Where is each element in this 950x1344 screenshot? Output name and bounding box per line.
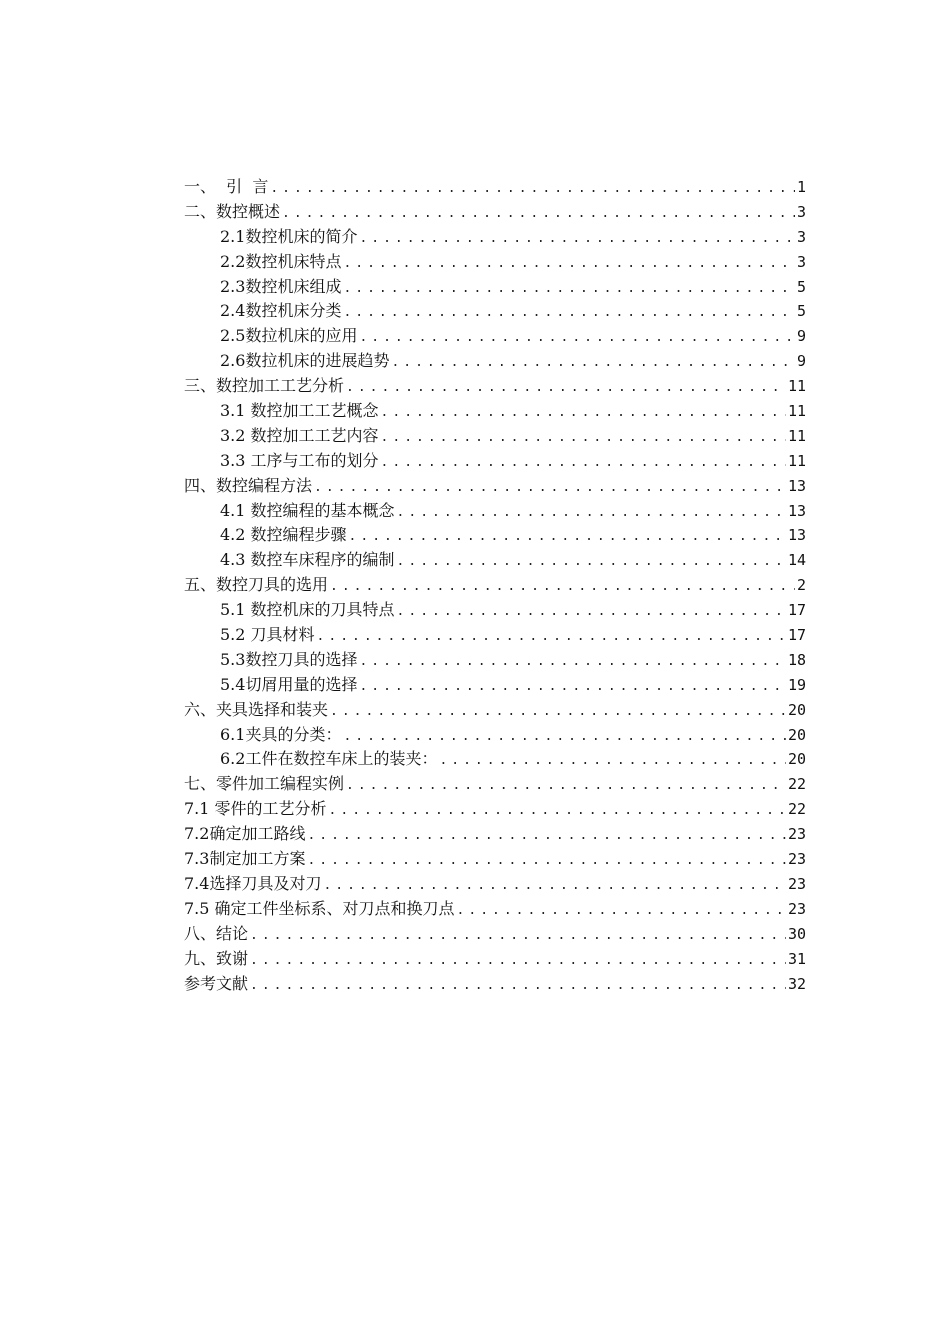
toc-entry[interactable] xyxy=(184,499,806,524)
toc-dot-leader xyxy=(457,899,786,924)
toc-entry-title: 7.4选择刀具及对刀 xyxy=(184,873,322,893)
toc-entry-page-number: 23 xyxy=(787,850,806,869)
toc-entry-page-number: 31 xyxy=(787,949,806,968)
toc-entry-title: 九、致谢 xyxy=(184,948,249,968)
toc-entry-page-number: 9 xyxy=(796,352,806,371)
toc-entry-title: 5.3数控刀具的选择 xyxy=(220,649,358,669)
toc-entry-title: 2.6数拉机床的进展趋势 xyxy=(220,351,390,371)
toc-entry-page-number: 32 xyxy=(787,974,806,993)
toc-entry[interactable] xyxy=(184,747,806,772)
toc-entry-page-number: 11 xyxy=(787,451,806,470)
toc-entry[interactable] xyxy=(184,947,806,972)
toc-entry-title: 3.3 工序与工布的划分 xyxy=(220,450,379,470)
toc-entry-page-number: 11 xyxy=(787,377,806,396)
toc-dot-leader xyxy=(397,501,786,526)
toc-dot-leader xyxy=(250,924,786,949)
toc-dot-leader xyxy=(282,202,795,227)
toc-entry-page-number: 30 xyxy=(787,924,806,943)
toc-dot-leader xyxy=(359,675,785,700)
toc-entry-page-number: 19 xyxy=(787,675,806,694)
toc-entry-title: 一、 引 言 xyxy=(184,177,269,196)
toc-entry-title: 7.3制定加工方案 xyxy=(184,849,306,869)
toc-entry[interactable] xyxy=(184,523,806,548)
toc-entry[interactable] xyxy=(184,399,806,424)
toc-entry-page-number: 20 xyxy=(787,725,806,744)
toc-dot-leader xyxy=(359,326,795,351)
toc-entry[interactable] xyxy=(184,847,806,872)
toc-dot-leader xyxy=(346,774,786,799)
toc-entry-title: 三、数控加工工艺分析 xyxy=(184,376,345,396)
toc-entry-title: 6.1夹具的分类： xyxy=(220,724,342,744)
toc-entry-title: 2.1数控机床的简介 xyxy=(220,226,358,246)
toc-dot-leader xyxy=(397,600,786,625)
toc-dot-leader xyxy=(343,277,795,302)
toc-dot-leader xyxy=(346,376,786,401)
toc-entry-title: 2.2数控机床特点 xyxy=(220,251,342,271)
toc-entry[interactable] xyxy=(184,872,806,897)
toc-entry[interactable] xyxy=(184,922,806,947)
toc-dot-leader xyxy=(323,874,785,899)
toc-dot-leader xyxy=(314,476,786,501)
toc-dot-leader xyxy=(397,550,786,575)
toc-entry-title: 7.1 零件的工艺分析 xyxy=(184,799,327,819)
toc-entry-page-number: 20 xyxy=(787,750,806,769)
toc-entry-title: 七、零件加工编程实例 xyxy=(184,774,345,794)
toc-entry[interactable] xyxy=(184,598,806,623)
toc-entry-page-number: 5 xyxy=(796,277,806,296)
toc-entry-title: 3.1 数控加工工艺概念 xyxy=(220,401,379,421)
toc-entry-page-number: 11 xyxy=(787,402,806,421)
toc-entry-page-number: 22 xyxy=(787,775,806,794)
toc-entry[interactable] xyxy=(184,822,806,847)
toc-entry-title: 6.2工件在数控车床上的装夹： xyxy=(220,749,438,769)
toc-entry-title: 5.2 刀具材料 xyxy=(220,625,315,645)
toc-dot-leader xyxy=(270,177,795,202)
toc-dot-leader xyxy=(391,351,795,376)
toc-dot-leader xyxy=(349,525,786,550)
toc-entry-page-number: 2 xyxy=(796,576,806,595)
toc-entry[interactable] xyxy=(184,374,806,399)
toc-entry-title: 2.5数拉机床的应用 xyxy=(220,326,358,346)
toc-entry-page-number: 13 xyxy=(787,476,806,495)
toc-dot-leader xyxy=(250,974,786,999)
toc-entry-title: 7.2确定加工路线 xyxy=(184,824,306,844)
toc-entry-page-number: 5 xyxy=(796,302,806,321)
toc-dot-leader xyxy=(359,227,795,252)
toc-dot-leader xyxy=(343,252,795,277)
toc-entry[interactable] xyxy=(184,897,806,922)
toc-dot-leader xyxy=(250,949,786,974)
toc-entry-title: 四、数控编程方法 xyxy=(184,475,313,495)
toc-entry-page-number: 3 xyxy=(796,202,806,221)
toc-entry-page-number: 9 xyxy=(796,327,806,346)
toc-dot-leader xyxy=(317,625,786,650)
toc-entry[interactable] xyxy=(184,324,806,349)
toc-entry[interactable] xyxy=(184,449,806,474)
toc-dot-leader xyxy=(343,301,795,326)
toc-entry-page-number: 14 xyxy=(787,551,806,570)
toc-entry-title: 六、夹具选择和装夹 xyxy=(184,699,329,719)
toc-entry-title: 2.4数控机床分类 xyxy=(220,301,342,321)
toc-entry-title: 7.5 确定工件坐标系、对刀点和换刀点 xyxy=(184,898,455,918)
toc-entry-page-number: 13 xyxy=(787,526,806,545)
toc-entry[interactable] xyxy=(184,573,806,598)
toc-entry-page-number: 20 xyxy=(787,700,806,719)
toc-entry-title: 五、数控刀具的选用 xyxy=(184,575,329,595)
toc-entry[interactable] xyxy=(184,623,806,648)
toc-entry[interactable] xyxy=(184,548,806,573)
toc-dot-leader xyxy=(381,451,786,476)
toc-entry-title: 4.3 数控车床程序的编制 xyxy=(220,550,395,570)
toc-dot-leader xyxy=(381,401,786,426)
toc-entry-page-number: 22 xyxy=(787,800,806,819)
toc-dot-leader xyxy=(343,725,785,750)
toc-entry[interactable] xyxy=(184,424,806,449)
toc-dot-leader xyxy=(359,650,785,675)
toc-entry[interactable] xyxy=(184,299,806,324)
toc-entry[interactable] xyxy=(184,349,806,374)
toc-entry-page-number: 3 xyxy=(796,252,806,271)
toc-entry-page-number: 1 xyxy=(796,178,806,196)
toc-entry-page-number: 3 xyxy=(796,227,806,246)
toc-entry-title: 八、结论 xyxy=(184,923,249,943)
toc-dot-leader xyxy=(329,799,786,824)
toc-dot-leader xyxy=(307,849,785,874)
toc-entry[interactable] xyxy=(184,275,806,300)
toc-entry[interactable] xyxy=(184,772,806,797)
toc-dot-leader xyxy=(330,575,795,600)
toc-dot-leader xyxy=(307,824,785,849)
toc-entry[interactable] xyxy=(184,200,806,225)
toc-entry-title: 2.3数控机床组成 xyxy=(220,276,342,296)
toc-entry-page-number: 11 xyxy=(787,426,806,445)
toc-entry[interactable] xyxy=(184,797,806,822)
toc-entry[interactable] xyxy=(184,250,806,275)
table-of-contents xyxy=(184,175,806,996)
toc-entry-title: 5.4切屑用量的选择 xyxy=(220,674,358,694)
toc-entry-page-number: 23 xyxy=(787,899,806,918)
toc-entry-page-number: 18 xyxy=(787,650,806,669)
toc-entry-title: 3.2 数控加工工艺内容 xyxy=(220,425,379,445)
toc-entry[interactable] xyxy=(184,698,806,723)
toc-dot-leader xyxy=(330,700,786,725)
toc-entry[interactable] xyxy=(184,972,806,997)
toc-entry-title: 参考文献 xyxy=(184,973,249,993)
toc-entry[interactable] xyxy=(184,175,806,200)
toc-entry[interactable] xyxy=(184,648,806,673)
toc-entry[interactable] xyxy=(184,723,806,748)
toc-entry-page-number: 13 xyxy=(787,501,806,520)
toc-entry-page-number: 17 xyxy=(787,626,806,645)
toc-entry[interactable] xyxy=(184,673,806,698)
toc-entry-title: 5.1 数控机床的刀具特点 xyxy=(220,600,395,620)
toc-entry[interactable] xyxy=(184,225,806,250)
toc-entry-title: 4.1 数控编程的基本概念 xyxy=(220,500,395,520)
toc-entry-title: 二、数控概述 xyxy=(184,201,281,221)
toc-entry-title: 4.2 数控编程步骤 xyxy=(220,525,347,545)
toc-entry[interactable] xyxy=(184,474,806,499)
toc-entry-page-number: 23 xyxy=(787,874,806,893)
toc-dot-leader xyxy=(439,749,785,774)
toc-entry-page-number: 17 xyxy=(787,601,806,620)
toc-dot-leader xyxy=(381,426,786,451)
toc-entry-page-number: 23 xyxy=(787,825,806,844)
